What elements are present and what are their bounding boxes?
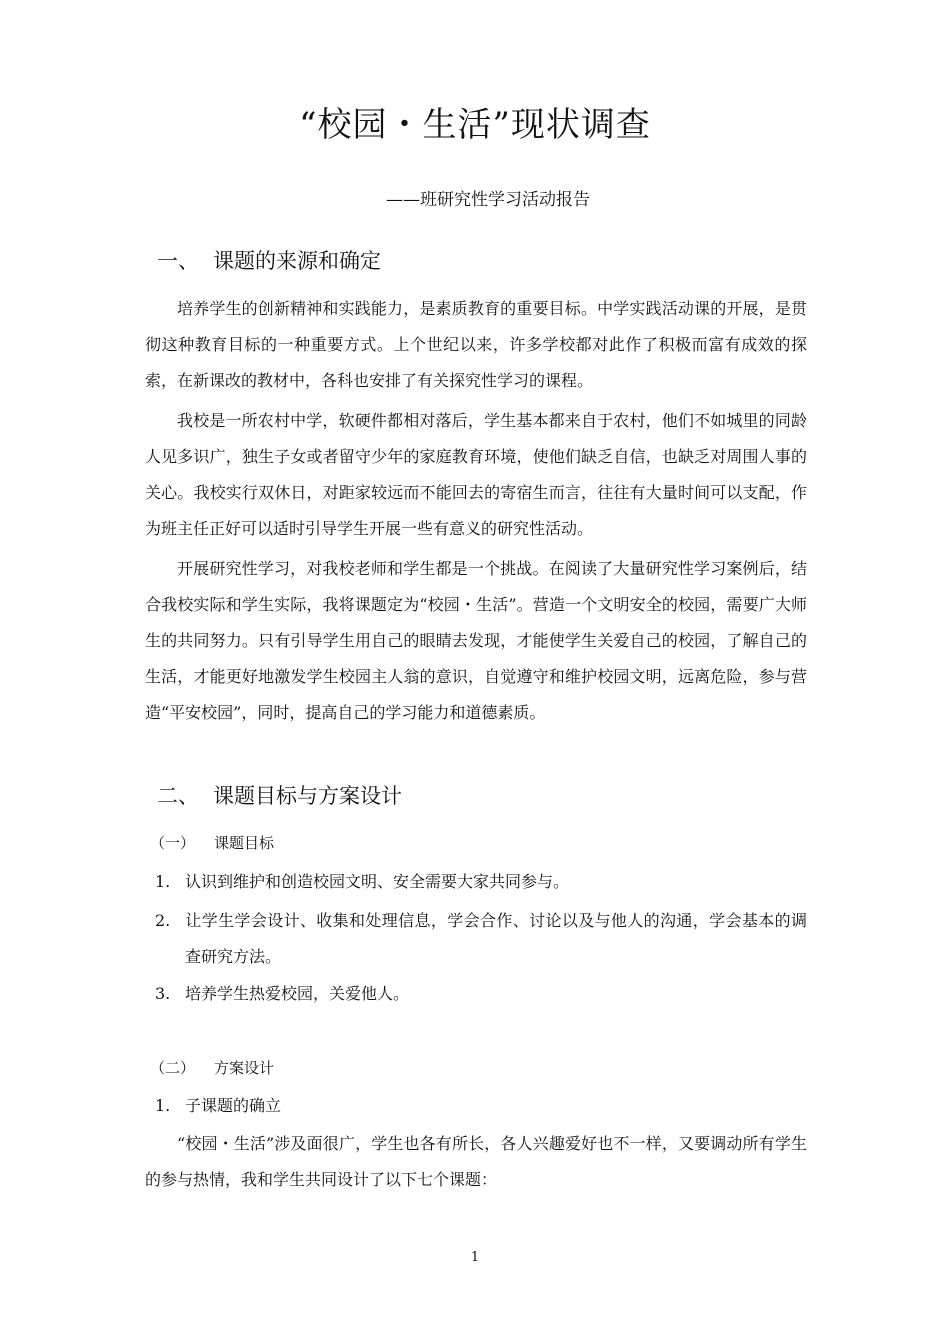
subsection-title: 课题目标	[214, 834, 275, 852]
list-item	[155, 903, 807, 975]
subsection-number: （二）	[150, 1059, 196, 1077]
subsection-title: 方案设计	[214, 1059, 275, 1077]
paragraph: 我校是一所农村中学，软硬件都相对落后，学生基本都来自于农村，他们不如城里的同龄人见多识广，独生子女或者留守少年的家庭教育环境，使他们缺乏自信，也缺乏对周围人事的关心。我校实行双休日，对距家较远而不能回去的寄宿生而言，往往有大量时间可以支配，作为班主任正好可以适时引导学生开展一些有意义的研究性活动。	[145, 411, 807, 538]
paragraph: 开展研究性学习，对我校老师和学生都是一个挑战。在阅读了大量研究性学习案例后，结合我校实际和学生实际，我将课题定为“校园・生活”。营造一个文明安全的校园，需要广大师生的共同努力。只有引导学生用自己的眼睛去发现，才能使学生关爱自己的校园，了解自己的生活，才能更好地激发学生校园主人翁的意识，自觉遵守和维护校园文明，远离危险，参与营造“平安校园”，同时，提高自己的学习能力和道德素质。	[145, 559, 807, 722]
list-item-text: 让学生学会设计、收集和处理信息，学会合作、讨论以及与他人的沟通，学会基本的调查研究方法。	[185, 911, 807, 966]
list-item-text: 培养学生热爱校园，关爱他人。	[185, 984, 410, 1003]
document-title: “校园・生活”现状调查	[299, 105, 651, 145]
list-item	[155, 976, 807, 1012]
subsection-heading-2	[150, 1056, 274, 1080]
section-title: 课题目标与方案设计	[213, 784, 402, 808]
subsection-number: （一）	[150, 834, 196, 852]
list-item-number: 3.	[155, 984, 171, 1003]
page-number: 1	[470, 1250, 480, 1265]
paragraph: 培养学生的创新精神和实践能力，是素质教育的重要目标。中学实践活动课的开展，是贯彻这种教育目标的一种重要方式。上个世纪以来，许多学校都对此作了积极而富有成效的探索，在新课改的教材中，各科也安排了有关探究性学习的课程。	[145, 299, 807, 390]
list-item	[155, 1088, 807, 1124]
document-subtitle: ——班研究性学习活动报告	[386, 190, 590, 210]
section-heading-1	[157, 246, 381, 276]
list-item-text: 子课题的确立	[185, 1096, 282, 1115]
list-item	[155, 864, 807, 900]
section-number: 一、	[157, 249, 199, 273]
section-title: 课题的来源和确定	[213, 249, 381, 273]
section-number: 二、	[157, 784, 199, 808]
list-item-number: 1.	[155, 872, 171, 891]
subsection-heading-1	[150, 831, 274, 855]
list-item-text: 认识到维护和创造校园文明、安全需要大家共同参与。	[185, 872, 570, 891]
list-item-number: 2.	[155, 911, 171, 930]
section-heading-2	[157, 781, 402, 811]
list-item-number: 1.	[155, 1096, 171, 1115]
paragraph: “校园・生活”涉及面很广，学生也各有所长，各人兴趣爱好也不一样，又要调动所有学生的参与热情，我和学生共同设计了以下七个课题：	[145, 1134, 807, 1189]
